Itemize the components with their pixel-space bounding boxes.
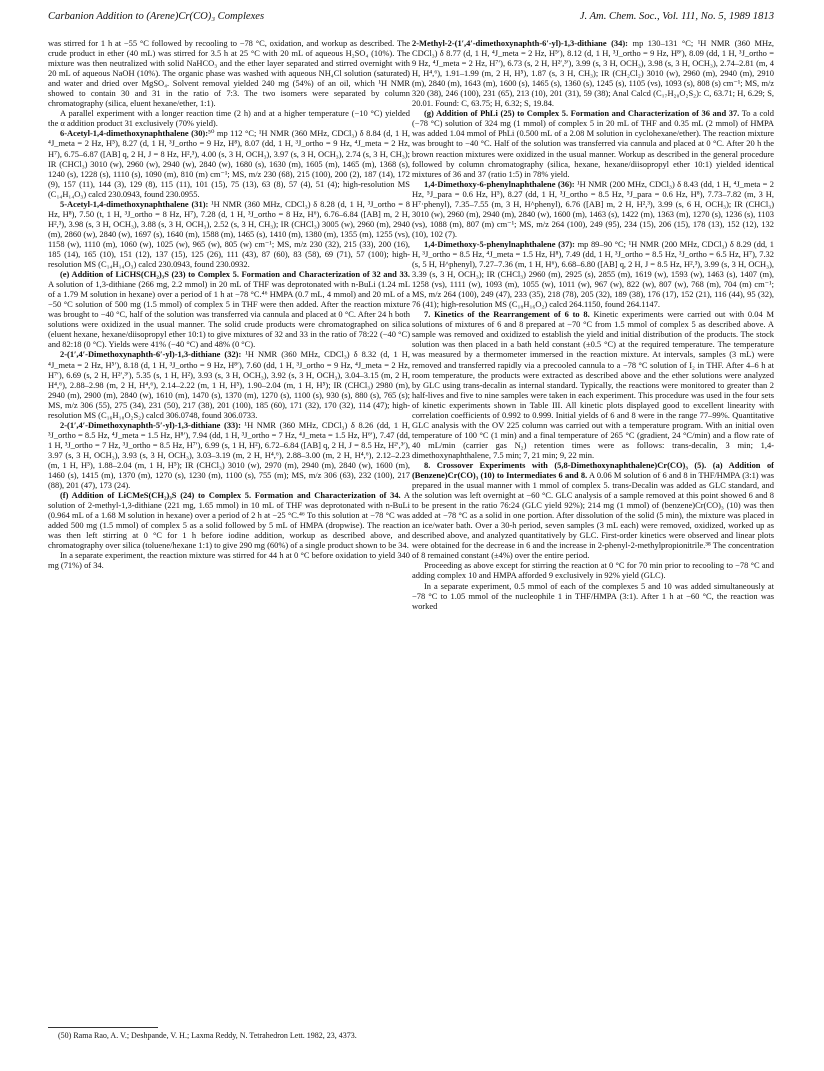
footnote-divider [48, 1027, 158, 1028]
section-heading: (g) Addition of PhLi (25) to Complex 5. Formation and Characterization of 36 and 37. [424, 108, 740, 119]
paragraph [412, 581, 774, 611]
paragraph [412, 460, 774, 560]
paragraph [48, 490, 410, 550]
header-journal-citation: J. Am. Chem. Soc., Vol. 111, No. 5, 1989 1813 [579, 11, 774, 22]
paragraph [48, 199, 410, 269]
section-heading: (e) Addition of LiCHS(CH₂)₃S (23) to Complex 5. Formation and Characterization of 32 and 33. [60, 269, 410, 280]
paragraph-text: ¹H NMR (200 MHz, CDCl₃) δ 8.43 (dd, 1 H, ⁴J_meta = 2 Hz, ⁵J_para = 0.6 Hz, H⁵), 8.27 (dd, 1 H, ³J_ortho = 8.5 Hz, ⁵J_para = 0.6 Hz, H⁸), 7.73–7.82 (m, 3 H, H⁷·phenyl), 7.35–7.55 (m, 3 H, H^phenyl), 6.76 ([AB] m, 2 H, H²,³), 3.99 (s, 6 H, OCH₃); IR (CHCl₃) 3010 (w), 2960 (m), 2940 (m), 2840 (w), 1600 (m), 1463 (s), 1422 (m), 1363 (m), 1270 (s), 1236 (s), 1103 (vs), 1088 (m), 807 (m) cm⁻¹; MS, m/z 264 (100), 249 (95), 234 (15), 206 (15), 178 (13), 152 (12), 132 (10), 102 (7). [412, 178, 774, 239]
paragraph [48, 269, 410, 349]
paragraph-text: ¹H NMR (360 MHz, CDCl₃) δ 8.26 (dd, 1 H, ³J_ortho = 8.5 Hz, ⁴J_meta = 1.5 Hz, H⁸′), 7.94 (dd, 1 H, ³J_ortho = 7 Hz, ⁴J_meta = 1.5 Hz, H⁶′), 7.47 (dd, 1 H, ³J_ortho = 7 Hz, ³J_ortho = 8.5 Hz, H⁷′), 6.99 (s, 1 H, H²), 6.72–6.84 ([AB] q, 2 H, J = 8.5 Hz, H²′,³′), 3.97 (s, 3 H, OCH₃), 3.93 (s, 3 H, OCH₃), 3.03–3.19 (m, 2 H, H⁴,⁶), 2.88–3.00 (m, 2 H, H⁴,⁶), 2.12–2.23 (m, 1 H, H⁵), 1.88–2.04 (m, 1 H, H⁵); IR (CHCl₃) 3010 (w), 2970 (m), 2940 (m), 2840 (w), 1600 (m), 1460 (s), 1415 (m), 1370 (m), 1270 (s), 1230 (m), 1100 (s), 755 (m); MS, m/z 306 (63), 232 (100), 217 (88), 201 (47), 173 (24). [48, 419, 410, 491]
compound-title: 1,4-Dimethoxy-5-phenylnaphthalene (37): [424, 238, 575, 249]
section-heading: 7. Kinetics of the Rearrangement of 6 to 8. [424, 309, 590, 320]
paragraph [412, 560, 774, 580]
paragraph [48, 38, 410, 108]
running-header [48, 11, 774, 27]
paragraph-text: In a separate experiment, 0.5 mmol of each of the complexes 5 and 10 was added simultaneously at −78 °C to 1.05 mmol of the nucleophile 1 in THF/HMPA (3:1). After 1 h at −60 °C, the reaction was worked [412, 580, 774, 611]
paragraph [48, 108, 410, 128]
paragraph-text: ⁵⁰ mp 112 °C; ¹H NMR (360 MHz, CDCl₃) δ 8.84 (d, 1 H, ⁴J_meta = 2 Hz, H⁵), 8.27 (d, 1 H, ³J_ortho = 9 Hz, H⁸), 8.07 (dd, 1 H, ³J_ortho = 9 Hz, ⁴J_meta = 2 Hz, H⁷), 6.75–6.87 ([AB] q, 2 H, J = 8 Hz, H²,³), 4.00 (s, 3 H, OCH₃), 3.97 (s, 3 H, OCH₃), 2.74 (s, 3 H, CH₃); IR (CHCl₃) 3010 (w), 2960 (w), 2940 (w), 2840 (w), 1680 (s), 1630 (m), 1605 (m), 1465 (m), 1368 (s), 1240 (s), 1228 (s), 1110 (s), 1090 (m), 810 (m) cm⁻¹; MS, m/z 230 (68), 215 (100), 200 (2), 187 (14), 172 (9), 157 (11), 144 (3), 129 (8), 115 (11), 101 (15), 75 (13), 63 (8), 57 (4), 51 (4); high-resolution MS (C₁₄H₁₄O₃) calcd 230.0943, found 230.0955. [48, 128, 410, 199]
footnote: (50) Rama Rao, A. V.; Deshpande, V. H.; Laxma Reddy, N. Tetrahedron Lett. 1982, 23, 4373. [58, 1031, 357, 1040]
section-heading: (f) Addition of LiCMeS(CH₂)₃S (24) to Complex 5. Formation and Characterization of 34. [60, 490, 401, 501]
paragraph-text: A parallel experiment with a longer reaction time (2 h) and at a higher temperature (−10 °C) yielded the α addition product 31 exclusively (70% yield). [48, 108, 410, 129]
paragraph-text: A solution of 1,3-dithiane (266 mg, 2.2 mmol) in 20 mL of THF was deprotonated with n-BuLi (1.24 mL of a 1.79 M solution in hexane) over a period of 1 h at −78 °C.⁴⁶ HMPA (0.7 mL, 4 mmol) and 20 mL of a −50 °C solution of 500 mg (1.5 mmol) of complex 5 in THF were then added. After the reaction mixture was brought to −40 °C, half of the solution was transferred via cannula and placed at 0 °C. After 24 h both solutions were oxidized in the usual manner. The solid crude products were chromatographed on silica (eluent hexane, hexane/diisopropyl ether 10:1) to give mixtures of 32 and 33 in the ratio of 78:22 (−40 °C) and 82:18 (0 °C). Yields were 41% (−40 °C) and 48% (0 °C). [48, 279, 410, 350]
paragraph [48, 128, 410, 198]
paragraph [48, 420, 410, 490]
paragraph [48, 550, 410, 570]
paragraph [412, 239, 774, 309]
paragraph-text: In a separate experiment, the reaction mixture was stirred for 44 h at 0 °C before oxidation to yield 340 mg (71%) of 34. [48, 550, 410, 571]
compound-title: 5-Acetyl-1,4-dimethoxynaphthalene (31): [60, 198, 209, 209]
paragraph-text: Proceeding as above except for stirring the reaction at 0 °C for 70 min prior to recooling to −78 °C and adding complex 10 and HMPA afforded 9 exclusively in 92% yield (GLC). [412, 560, 774, 581]
paragraph-text: A solution of 2-methyl-1,3-dithiane (221 mg, 1.65 mmol) in 10 mL of THF was deprotonated with n-BuLi (0.964 mL of a 1.68 M solution in hexane) over a period of 2 h at −25 °C.⁴⁶ To this solution at −78 °C was added 500 mg (1.5 mmol) of complex 5 as a solid followed by 5 mL of HMPA (dropwise). The reaction was then left stirring at 0 °C for 1 h before iodine addition, workup as described above, and chromatography over silica (toluene/hexane 1:1) to give 290 mg (60%) of a single product shown to be 34. [48, 490, 410, 551]
compound-title: 1,4-Dimethoxy-6-phenylnaphthalene (36): [424, 178, 575, 189]
paragraph [412, 38, 774, 108]
compound-title: 2-(1′,4′-Dimethoxynaphth-5′-yl)-1,3-dithiane (33): [60, 419, 241, 430]
paragraph [412, 309, 774, 460]
compound-title: 2-Methyl-2-(1′,4′-dimethoxynaphth-6′-yl)-1,3-dithiane (34): [412, 38, 628, 48]
paragraph-text: Kinetic experiments were carried out with 0.04 M solutions of mixtures of 6 and 8 prepared at −70 °C from 1.5 mmol of complex 5 as described above. A sample was removed and oxidized to establish the yield and initial distribution of the products. The stock solution was then placed in a bath held constant (±0.5 °C) at the required temperature. The temperature was measured by a thermometer immersed in the reaction mixture. At intervals, samples (3 mL) were removed and transferred rapidly via a precooled cannula to a −78 °C solution of I₂ in THF. After 4–6 h at room temperature, the products were extracted as described above and the ether solutions were analyzed by GLC using trans-decalin as internal standard. Typically, the reactions were monitored to greater than 2 half-lives and five to nine samples were taken in each experiment. This procedure was used in the four sets of kinetic experiments shown in Table III. All kinetic plots displayed good to excellent linearity with correlation coefficients of 0.992 to 0.999. Initial yields of 6 and 8 were in the range 77–99%. Quantitative GLC analysis with the OV 225 column was carried out with a temperature program. With an initial oven temperature of 100 °C (1 min) and a final temperature of 265 °C (gradient, 24 °C/min) and a flow rate of 40 mL/min (carrier gas N₂) retention times were as follows: trans-decalin, 3 min; 1,4-dimethoxynaphthalene, 7.5 min; 7, 21 min; 9, 22 min. [412, 309, 774, 460]
paragraph-text: A 0.06 M solution of 6 and 8 in THF/HMPA (3:1) was prepared in the usual manner with 1 mmol of complex 5. trans-Decalin was added as GLC standard, and the solution was left overnight at −60 °C. GLC analysis of a sample removed at this point showed 6 and 8 to be present in the ratio 76:24 (GLC yield 92%); 214 mg (1 mmol) of (benzene)Cr(CO)₃ (10) was then added at −78 °C as a solid in one portion. After dissolution of the solid (5 min), the mixture was placed in an ice/water bath. Over a 30-h period, seven samples (3 mL each) were removed, oxidized, worked up as described above, and analyzed quantitatively by GLC. First-order kinetics were observed and linear plots were obtained for the decrease in 6 and the increase in 2-phenyl-2-methylpropionitrile.³⁸ The concentration of 8 remained constant (±4%) over the entire period. [412, 470, 774, 561]
header-article-title: Carbanion Addition to (Arene)Cr(CO)₃ Complexes [48, 11, 265, 22]
paragraph [412, 108, 774, 178]
paragraph [412, 179, 774, 239]
paragraph-text: mp 130–131 °C; ¹H NMR (360 MHz, CDCl₃) δ 8.77 (d, 1 H, ⁴J_meta = 2 Hz, H⁵′), 8.12 (d, 1 H, ³J_ortho = 9 Hz, H⁸′), 8.09 (dd, 1 H, ³J_ortho = 9 Hz, ⁴J_meta = 2 Hz, H⁷′), 6.73 (s, 2 H, H²′,³′), 3.99 (s, 3 H, OCH₃), 3.98 (s, 3 H, OCH₃), 2.74–2.81 (m, 4 H, H⁴,⁶), 1.91–1.99 (m, 2 H, H⁵), 1.87 (s, 3 H, CH₃); IR (CH₂Cl₂) 3010 (w), 2960 (m), 2940 (m), 2910 (m), 2840 (m), 1643 (m), 1600 (s), 1465 (s), 1360 (s), 1245 (s), 1105 (vs), 1093 (s), 808 (s) cm⁻¹; MS, m/z 320 (38), 246 (100), 231 (65), 213 (10), 201 (31), 59 (38); Anal Calcd (C₁₇H₂₀O₂S₂): C, 63.71; H, 6.29; S, 20.01. Found: C, 63.75; H, 6.32; S, 19.84. [412, 38, 775, 109]
compound-title: 6-Acetyl-1,4-dimethoxynaphthalene (30): [60, 128, 209, 139]
paragraph [48, 349, 410, 419]
paragraph-text: ¹H NMR (360 MHz, CDCl₃) δ 8.28 (d, 1 H, ³J_ortho = 8 Hz, H⁸), 7.50 (t, 1 H, ³J_ortho = 8 Hz, H⁷), 7.28 (d, 1 H, ³J_ortho = 8 Hz, H⁶), 6.76–6.84 ([AB] m, 2 H, H²,³), 3.98 (s, 3 H, OCH₃), 3.88 (s, 3 H, OCH₃), 2.52 (s, 3 H, CH₃); IR (CHCl₃) 3005 (w), 2960 (m), 2940 (m), 2860 (w), 2840 (w), 1697 (s), 1640 (m), 1588 (m), 1465 (s), 1410 (m), 1380 (m), 1355 (m), 1255 (vs), 1158 (w), 1110 (m), 1060 (w), 1025 (w), 965 (w), 805 (w) cm⁻¹; MS, m/z 230 (32), 215 (33), 200 (16), 185 (14), 165 (10), 151 (12), 137 (15), 125 (26), 111 (43), 87 (60), 83 (58), 69 (71), 57 (100); high-resolution MS (C₁₄H₁₄O₃) calcd 230.0943, found 230.0932. [48, 198, 410, 270]
paragraph-text: was stirred for 1 h at −55 °C followed by recooling to −78 °C, oxidation, and workup as described. The crude product in ether (40 mL) was stirred for 3.5 h at 25 °C with 20 mL of aqueous H₂SO₄ (10%). The mixture was then neutralized with solid NaHCO₃ and the ether layer separated and stirred overnight with 20 mL of aqueous NaOH (10%). The organic phase was washed with aqueous NH₄Cl solution (saturated) and water and dried over MgSO₄. Solvent removal yielded 240 mg (54%) of an oil, which ¹H NMR showed to contain 30 and 31 in the ratio of 7:3. The two isomers were separated by column chromatography (silica, eluent hexane/ether, 1:1). [48, 38, 410, 109]
compound-title: 2-(1′,4′-Dimethoxynaphth-6′-yl)-1,3-dithiane (32): [60, 349, 242, 360]
paragraph-text: To a cold (−78 °C) solution of 324 mg (1 mmol) of complex 5 in 20 mL of THF and 0.35 mL (2 mmol) of HMPA was added 1.04 mmol of PhLi (0.500 mL of a 2.08 M solution in cyclohexane/ether). The reaction mixture was brought to −40 °C. Half of the solution was transferred via cannula and placed at 0 °C. After 20 h the brown reaction mixtures were oxidized in the usual manner. Workup as described in the general procedure followed by column chromatography (silica, hexane, hexane/diisopropyl ether 10:1) yielded identical mixtures of 36 and 37 (ratio 1:5) in 78% yield. [412, 108, 774, 179]
paragraph-text: ¹H NMR (360 MHz, CDCl₃) δ 8.32 (d, 1 H, ⁴J_meta = 2 Hz, H⁵′), 8.18 (d, 1 H, ³J_ortho = 9 Hz, H⁸′), 7.60 (dd, 1 H, ³J_ortho = 9 Hz, ⁴J_meta = 2 Hz, H⁷′), 6.69 (s, 2 H, H²′,³′), 5.35 (s, 1 H, H²), 3.93 (s, 3 H, OCH₃), 3.92 (s, 3 H, OCH₃), 3.04–3.15 (m, 2 H, H⁴,⁶), 2.88–2.98 (m, 2 H, H⁴,⁶), 2.14–2.22 (m, 1 H, H⁵), 1.90–2.04 (m, 1 H, H⁵); IR (CHCl₃) 2980 (m), 2940 (m), 2900 (m), 2840 (w), 1610 (m), 1470 (s), 1370 (m), 1270 (s), 1100 (s), 930 (s), 880 (s), 765 (s); MS, m/z 306 (55), 275 (34), 231 (50), 217 (38), 201 (100), 185 (60), 171 (32), 170 (32), 114 (47); high-resolution MS (C₁₆H₁₈O₂S₂) calcd 306.0748, found 306.0733. [48, 349, 410, 420]
right-text-column [412, 38, 774, 611]
paragraph-text: mp 89–90 °C; ¹H NMR (200 MHz, CDCl₃) δ 8.29 (dd, 1 H, ³J_ortho = 8.5 Hz, ⁴J_meta = 1.5 Hz, H⁸), 7.49 (dd, 1 H, ³J_ortho = 8.5 Hz, ³J_ortho = 6.5 Hz, H⁷), 7.32 (s, 5 H, H^phenyl), 7.27–7.36 (m, 1 H, H⁶), 6.68–6.80 ([AB] q, 2 H, J = 8.5 Hz, H²,³), 3.99 (s, 3 H, OCH₃), 3.39 (s, 3 H, OCH₃); IR (CHCl₃) 2960 (m), 2925 (s), 2855 (m), 1619 (w), 1593 (w), 1463 (s), 1407 (m), 1258 (vs), 1111 (w), 1093 (m), 1055 (w), 1011 (w), 967 (w), 822 (w), 807 (w), 768 (m), 704 (m) cm⁻¹; MS, m/z 264 (100), 249 (47), 233 (35), 218 (78), 205 (32), 189 (38), 176 (17), 152 (21), 116 (44), 95 (32), 76 (41); high-resolution MS (C₁₈H₁₆O₂) calcd 264.1150, found 264.1147. [412, 238, 774, 310]
left-text-column [48, 38, 410, 570]
section-heading: 8. Crossover Experiments with (5,8-Dimethoxynaphthalene)Cr(CO)₃ (5). (a) Addition of (Benzene)Cr(CO)₃ (10) to Intermediates 6 and 8. [412, 459, 774, 481]
